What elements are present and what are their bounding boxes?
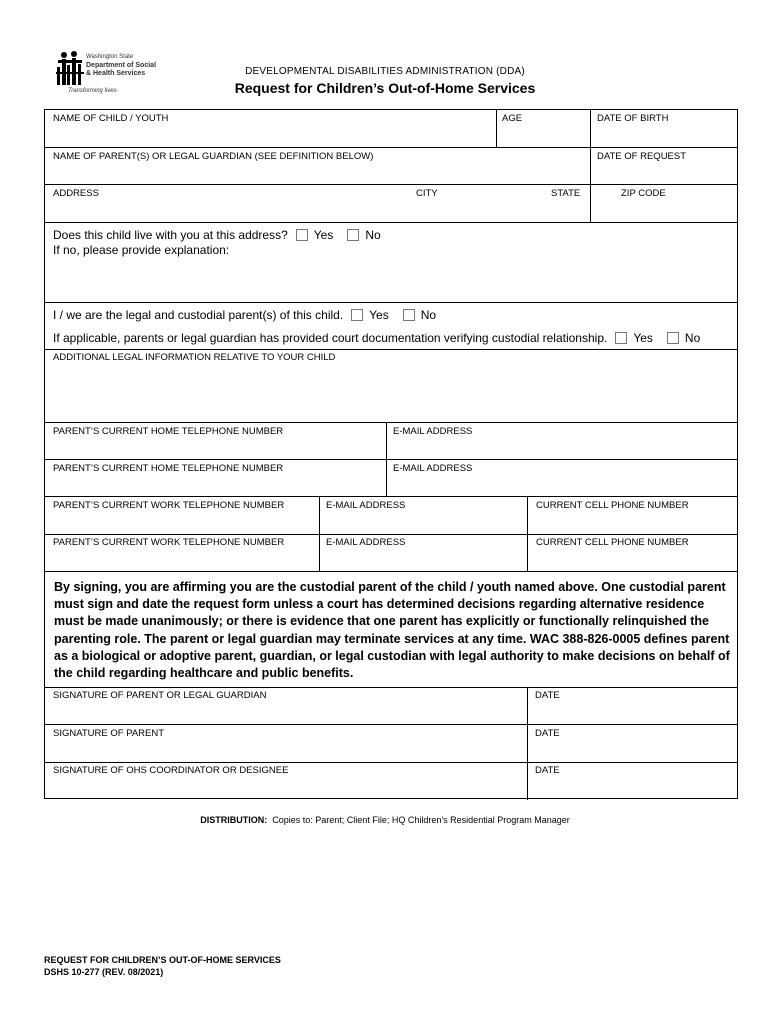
court-yes-checkbox[interactable] [615, 332, 627, 344]
divider [45, 459, 737, 460]
live-question [53, 228, 381, 242]
divider [45, 687, 737, 688]
divider [527, 496, 528, 571]
request-form [44, 109, 738, 799]
zip-label: ZIP CODE [621, 188, 666, 199]
no-label: No [365, 228, 381, 242]
divider [45, 147, 737, 148]
divider [386, 422, 387, 496]
agency-name: DEVELOPMENTAL DISABILITIES ADMINISTRATION (DDA) [245, 66, 525, 77]
signature-ohs-label: SIGNATURE OF OHS COORDINATOR OR DESIGNEE [53, 765, 289, 776]
work-phone-label: PARENT’S CURRENT WORK TELEPHONE NUMBER [53, 500, 285, 511]
home-phone-label: PARENT’S CURRENT HOME TELEPHONE NUMBER [53, 426, 284, 437]
signature-parent-label: SIGNATURE OF PARENT [53, 728, 165, 739]
email-label: E-MAIL ADDRESS [326, 500, 406, 511]
form-title: Request for Children’s Out-of-Home Services [234, 80, 536, 96]
work-phone-label: PARENT’S CURRENT WORK TELEPHONE NUMBER [53, 537, 285, 548]
distribution-label: DISTRIBUTION: [200, 815, 268, 825]
logo-line-3: & Health Services [86, 70, 146, 77]
divider [45, 724, 737, 725]
divider [527, 687, 528, 800]
live-question-text: Does this child live with you at this address? [53, 228, 288, 242]
yes-label: Yes [633, 331, 653, 345]
logo-line-1: Washington State [86, 54, 134, 60]
divider [45, 422, 737, 423]
custodial-question-text: I / we are the legal and custodial parent(s) of this child. [53, 308, 344, 322]
no-label: No [684, 331, 701, 345]
custodial-no-checkbox[interactable] [403, 309, 415, 321]
custodial-question [53, 308, 436, 322]
date-label: DATE [535, 728, 560, 739]
state-label: STATE [551, 188, 581, 199]
divider [45, 762, 737, 763]
divider [496, 110, 497, 147]
email-label: E-MAIL ADDRESS [393, 463, 473, 474]
parent-name-label: NAME OF PARENT(S) OR LEGAL GUARDIAN (SEE DEFINITION BELOW) [53, 151, 374, 162]
age-label: AGE [502, 113, 523, 124]
court-no-checkbox[interactable] [667, 332, 679, 344]
yes-label: Yes [313, 228, 334, 242]
divider [45, 534, 737, 535]
custodial-yes-checkbox[interactable] [351, 309, 363, 321]
divider [45, 349, 737, 350]
additional-legal-label: ADDITIONAL LEGAL INFORMATION RELATIVE TO YOUR CHILD [53, 352, 336, 363]
city-label: CITY [416, 188, 438, 199]
request-date-label: DATE OF REQUEST [597, 151, 687, 162]
divider [45, 571, 737, 572]
child-name-label: NAME OF CHILD / YOUTH [53, 113, 169, 124]
address-label: ADDRESS [53, 188, 99, 199]
date-label: DATE [535, 690, 560, 701]
logo-line-2: Department of Social [86, 62, 157, 69]
divider [45, 222, 737, 223]
court-question-text: If applicable, parents or legal guardian has provided court documentation verifying custodial relationship. [53, 331, 608, 345]
footer-form-number: DSHS 10-277 (REV. 08/2021) [44, 967, 164, 977]
cell-phone-label: CURRENT CELL PHONE NUMBER [536, 537, 689, 548]
divider [590, 110, 591, 222]
yes-label: Yes [369, 308, 389, 322]
live-explain-label: If no, please provide explanation: [53, 243, 230, 257]
live-yes-checkbox[interactable] [296, 229, 308, 241]
footer-title: REQUEST FOR CHILDREN’S OUT-OF-HOME SERVICES [44, 955, 281, 965]
date-label: DATE [535, 765, 560, 776]
logo-tagline: Transforming lives [68, 88, 117, 94]
signature-guardian-label: SIGNATURE OF PARENT OR LEGAL GUARDIAN [53, 690, 267, 701]
distribution-text: Copies to: Parent; Client File; HQ Children’s Residential Program Manager [272, 815, 570, 825]
dob-label: DATE OF BIRTH [597, 113, 669, 124]
divider [319, 496, 320, 571]
divider [45, 496, 737, 497]
divider [45, 302, 737, 303]
email-label: E-MAIL ADDRESS [326, 537, 406, 548]
court-question [53, 331, 700, 345]
home-phone-label: PARENT’S CURRENT HOME TELEPHONE NUMBER [53, 463, 284, 474]
cell-phone-label: CURRENT CELL PHONE NUMBER [536, 500, 689, 511]
form-footer [44, 954, 281, 978]
distribution-note [0, 815, 770, 825]
email-label: E-MAIL ADDRESS [393, 426, 473, 437]
live-no-checkbox[interactable] [347, 229, 359, 241]
affirmation-text: By signing, you are affirming you are the custodial parent of the child / youth named above. One custodial parent must sign and date the request form unless a court has determined decisions regarding alternative residence must be made unanimously; or there is evidence that one parent has explicitly or functionally relinquished the parenting role. The parent or legal guardian may terminate services at any time. WAC 388-826-0005 defines parent as a biological or adoptive parent, guardian, or legal custodian with legal authority to make decisions on behalf of the child regarding healthcare and public benefits. [54, 580, 730, 681]
no-label: No [420, 308, 437, 322]
divider [45, 184, 737, 185]
